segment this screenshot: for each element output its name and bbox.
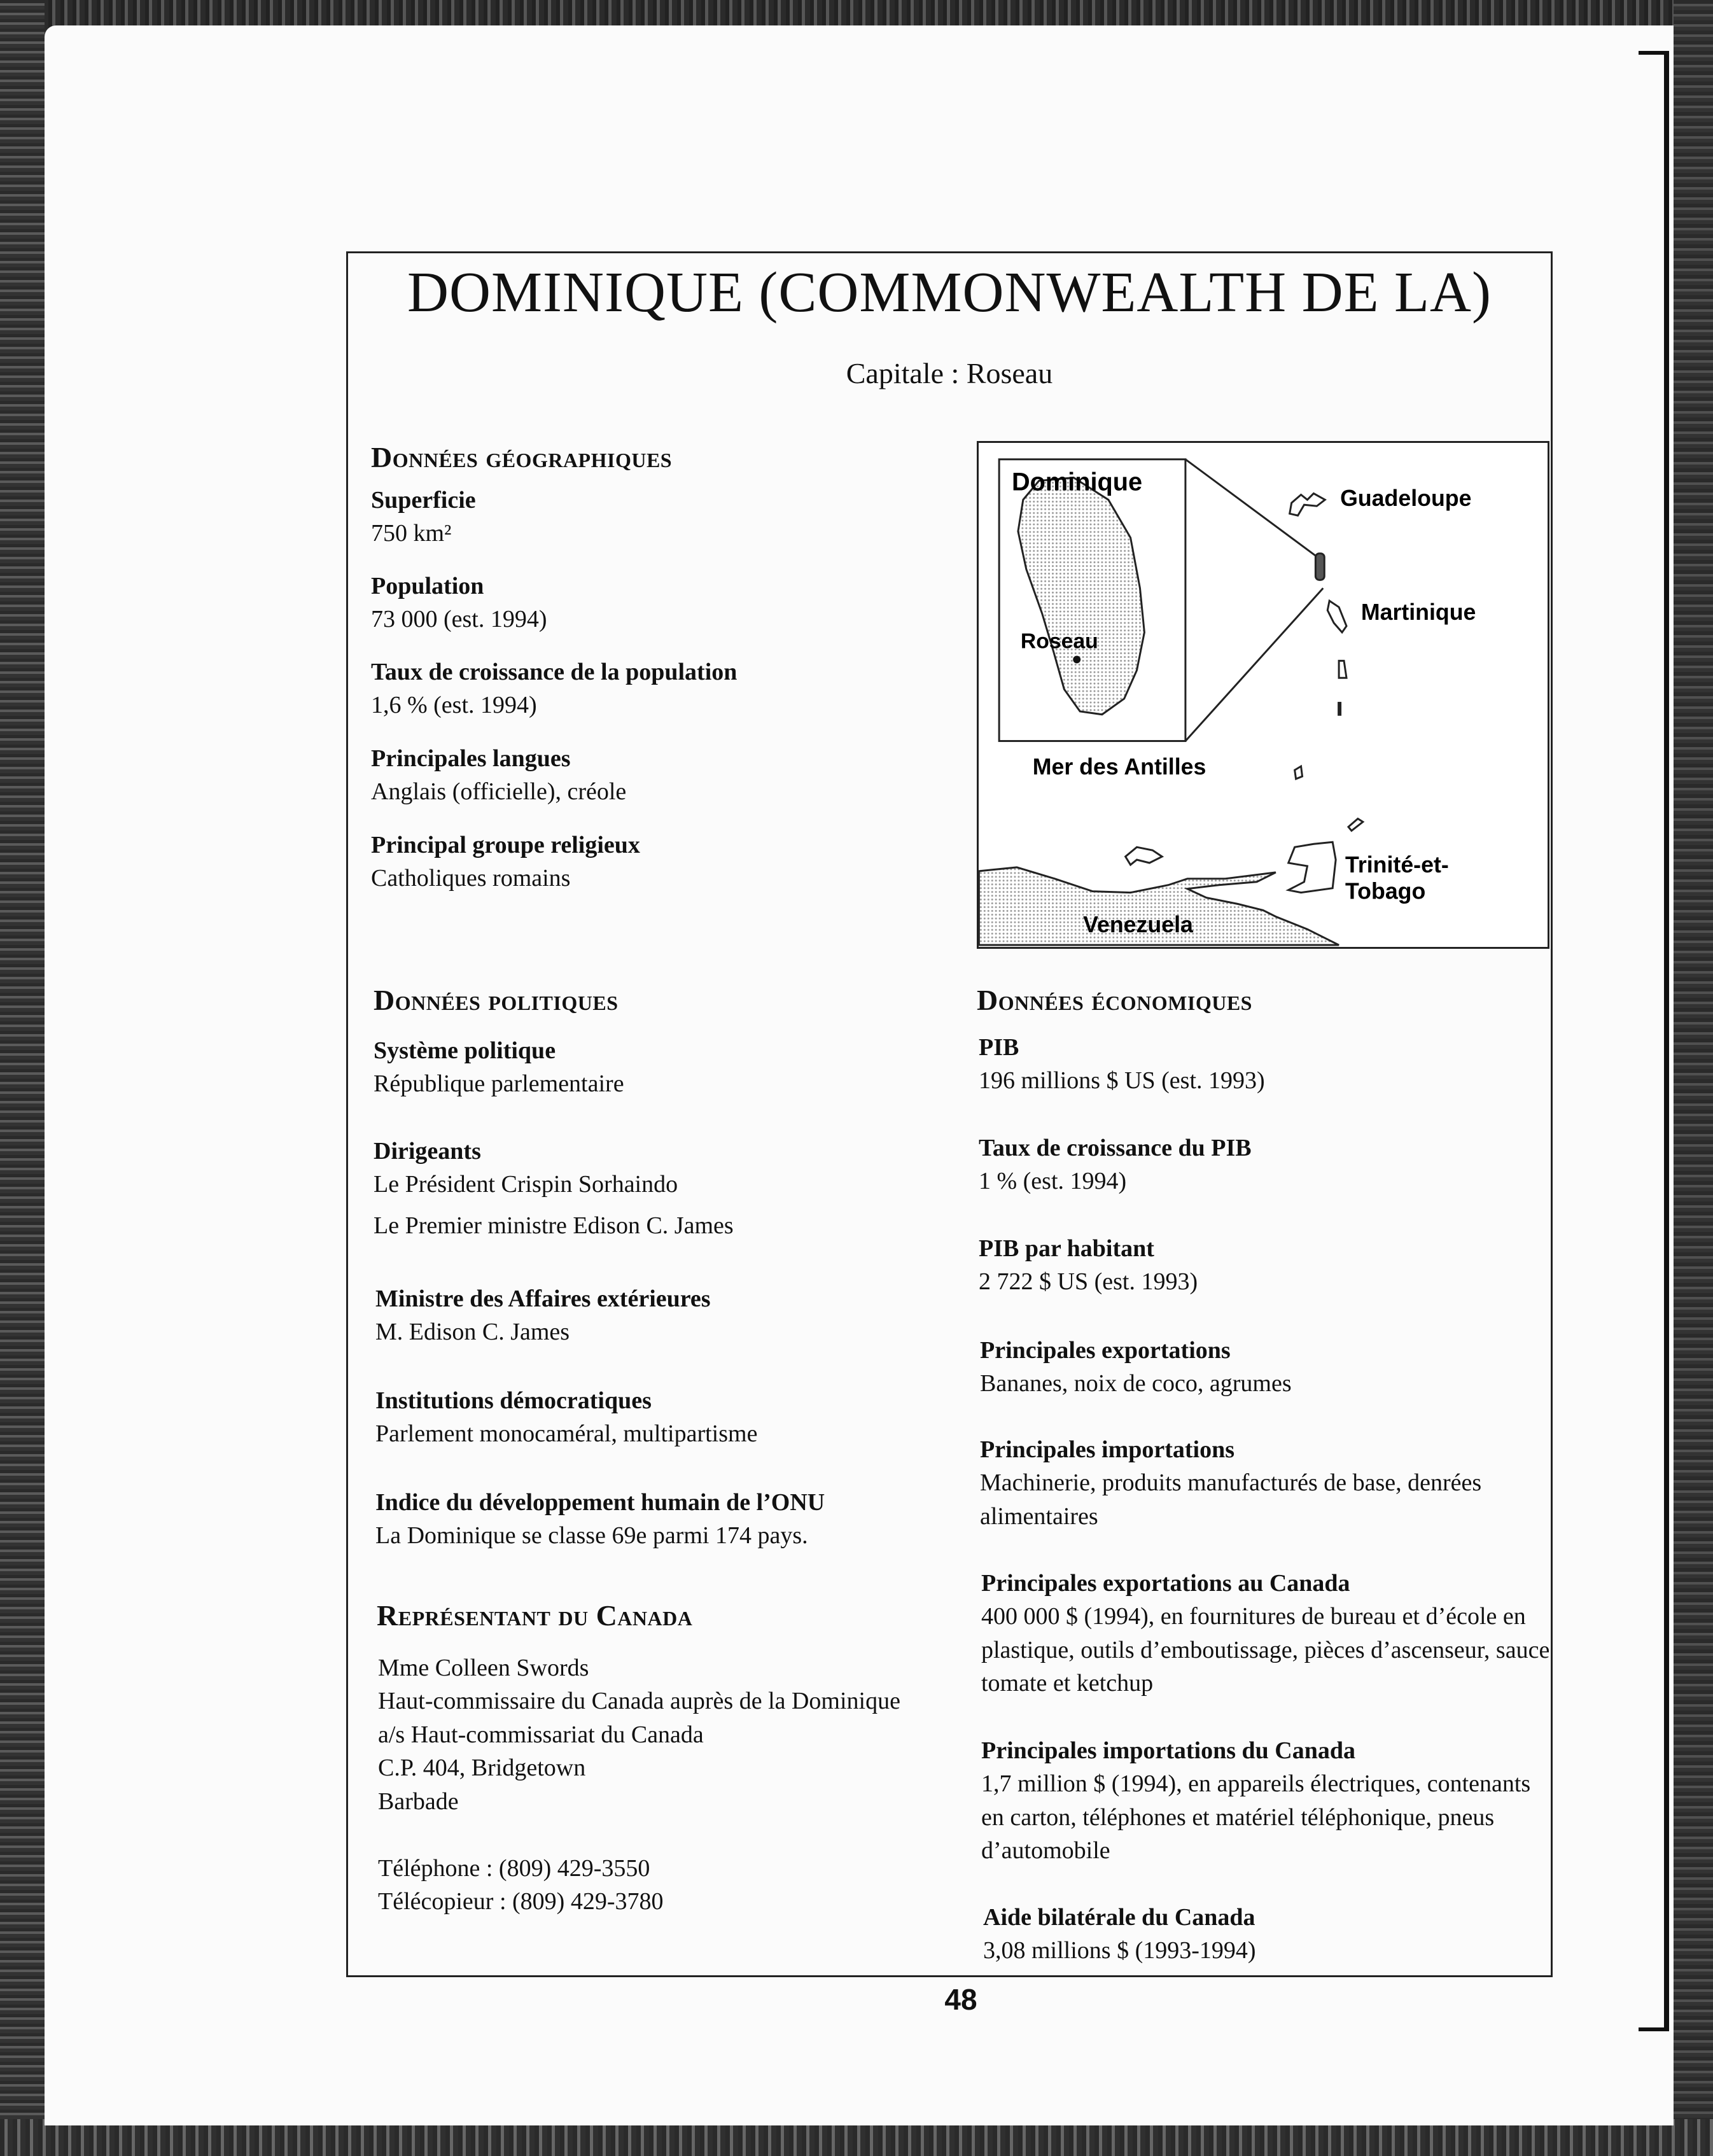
rep-address-block bbox=[378, 1651, 951, 1818]
politics-item-systeme bbox=[374, 1034, 895, 1101]
politics-item-ministre bbox=[375, 1282, 897, 1349]
scan-border-right bbox=[1674, 0, 1713, 2156]
economy-label: Principales exportations bbox=[980, 1337, 1231, 1364]
rep-line: Haut-commissaire du Canada auprès de la Dominique bbox=[378, 1688, 900, 1715]
economy-item-exportations bbox=[980, 1334, 1553, 1401]
dominique-small-island bbox=[1315, 554, 1324, 580]
politics-value: Le Premier ministre Edison C. James bbox=[374, 1212, 734, 1239]
roseau-dot bbox=[1073, 655, 1080, 663]
margarita-island bbox=[1126, 847, 1163, 865]
page-number: 48 bbox=[944, 1983, 977, 2016]
geo-value: 1,6 % (est. 1994) bbox=[371, 692, 537, 719]
geo-item-superficie bbox=[371, 484, 893, 550]
guadeloupe-island bbox=[1290, 493, 1325, 515]
rep-fax: Télécopieur : (809) 429-3780 bbox=[378, 1888, 664, 1915]
economy-item-pib-habitant bbox=[979, 1232, 1551, 1299]
map-label-dominique: Dominique bbox=[1011, 468, 1143, 496]
politics-label: Dirigeants bbox=[374, 1138, 481, 1165]
economy-label: Principales importations bbox=[980, 1436, 1235, 1463]
politics-label: Indice du développement humain de l’ONU bbox=[375, 1489, 825, 1516]
economy-item-aide bbox=[983, 1901, 1556, 1968]
economy-value: Bananes, noix de coco, agrumes bbox=[980, 1370, 1292, 1397]
economy-item-importations bbox=[980, 1433, 1553, 1533]
politics-value: La Dominique se classe 69e parmi 174 pays. bbox=[375, 1522, 808, 1550]
economy-label: Aide bilatérale du Canada bbox=[983, 1904, 1255, 1931]
map-label-venezuela: Venezuela bbox=[1083, 912, 1193, 938]
dominique-island bbox=[1018, 478, 1144, 715]
rep-line: Mme Colleen Swords bbox=[378, 1655, 589, 1681]
geo-value: Anglais (officielle), créole bbox=[371, 778, 627, 806]
politics-value: Le Président Crispin Sorhaindo bbox=[374, 1171, 678, 1198]
economy-heading: Données économiques bbox=[977, 984, 1252, 1016]
geo-label: Principal groupe religieux bbox=[371, 832, 640, 858]
economy-item-exportations-canada bbox=[981, 1567, 1554, 1700]
geo-item-religion bbox=[371, 829, 893, 895]
economy-item-pib bbox=[979, 1031, 1551, 1098]
economy-value: 2 722 $ US (est. 1993) bbox=[979, 1268, 1198, 1296]
map-label-roseau: Roseau bbox=[1020, 629, 1098, 654]
rep-line: a/s Haut-commissariat du Canada bbox=[378, 1721, 704, 1748]
connector-line-bottom bbox=[1185, 588, 1323, 741]
rep-line: Barbade bbox=[378, 1788, 459, 1815]
geo-value: 73 000 (est. 1994) bbox=[371, 606, 547, 633]
map-label-martinique: Martinique bbox=[1360, 599, 1476, 625]
map-label-trinite-1: Trinité-et- bbox=[1345, 851, 1449, 878]
politics-label: Institutions démocratiques bbox=[375, 1387, 652, 1414]
economy-item-importations-canada bbox=[981, 1734, 1554, 1868]
geo-label: Superficie bbox=[371, 487, 476, 514]
economy-label: Principales importations du Canada bbox=[981, 1737, 1356, 1764]
rep-heading: Représentant du Canada bbox=[377, 1599, 693, 1632]
map-label-sea: Mer des Antilles bbox=[1032, 754, 1206, 780]
economy-value: 3,08 millions $ (1993-1994) bbox=[983, 1937, 1256, 1964]
economy-value: 1,7 million $ (1994), en appareils électriques, contenants en carton, téléphones et matériel téléphonique, pneus d’automobile bbox=[981, 1770, 1531, 1865]
politics-item-institutions bbox=[375, 1384, 897, 1451]
politics-value: M. Edison C. James bbox=[375, 1319, 570, 1346]
map-drawing bbox=[979, 443, 1548, 947]
tobago-island bbox=[1348, 819, 1363, 831]
map-label-trinite-2: Tobago bbox=[1345, 878, 1426, 904]
trinidad-island bbox=[1289, 842, 1336, 892]
politics-heading: Données politiques bbox=[374, 984, 619, 1016]
politics-item-indice bbox=[375, 1486, 897, 1553]
martinique-island bbox=[1327, 601, 1346, 633]
geo-value: 750 km² bbox=[371, 520, 452, 547]
geo-value: Catholiques romains bbox=[371, 865, 571, 892]
economy-label: Taux de croissance du PIB bbox=[979, 1135, 1252, 1161]
politics-item-dirigeants bbox=[374, 1135, 895, 1242]
st-vincent-island bbox=[1338, 702, 1341, 716]
economy-label: PIB bbox=[979, 1034, 1019, 1061]
economy-label: Principales exportations au Canada bbox=[981, 1570, 1350, 1597]
economy-value: Machinerie, produits manufacturés de base, denrées alimentaires bbox=[980, 1469, 1482, 1530]
politics-label: Système politique bbox=[374, 1037, 556, 1064]
geo-item-croissance bbox=[371, 655, 893, 722]
economy-label: PIB par habitant bbox=[979, 1235, 1154, 1262]
geo-heading: Données géographiques bbox=[371, 441, 673, 473]
scan-border-left bbox=[0, 0, 45, 2156]
grenadines-island bbox=[1295, 766, 1303, 779]
rep-line: C.P. 404, Bridgetown bbox=[378, 1754, 586, 1782]
geo-item-population bbox=[371, 570, 893, 636]
page-edge-bracket bbox=[1639, 51, 1669, 2031]
economy-value: 196 millions $ US (est. 1993) bbox=[979, 1067, 1265, 1095]
geo-label: Taux de croissance de la population bbox=[371, 659, 738, 685]
st-lucia-island bbox=[1339, 661, 1346, 678]
map-label-guadeloupe: Guadeloupe bbox=[1340, 486, 1472, 512]
geo-label: Population bbox=[371, 573, 484, 599]
geo-item-langues bbox=[371, 742, 893, 809]
region-map bbox=[977, 441, 1549, 949]
politics-value: République parlementaire bbox=[374, 1070, 624, 1098]
capital-line: Capitale : Roseau bbox=[846, 357, 1053, 389]
politics-value: Parlement monocaméral, multipartisme bbox=[375, 1420, 758, 1448]
economy-value: 1 % (est. 1994) bbox=[979, 1168, 1127, 1195]
rep-contact-block bbox=[378, 1852, 951, 1919]
economy-value: 400 000 $ (1994), en fournitures de bureau et d’école en plastique, outils d’emboutissage, pièces d’ascenseur, sauce tomate et ketchup bbox=[981, 1603, 1550, 1697]
rep-telephone: Téléphone : (809) 429-3550 bbox=[378, 1855, 650, 1882]
geo-label: Principales langues bbox=[371, 745, 571, 772]
politics-label: Ministre des Affaires extérieures bbox=[375, 1285, 711, 1312]
economy-item-croissance bbox=[979, 1131, 1551, 1198]
page-title: DOMINIQUE (COMMONWEALTH DE LA) bbox=[407, 261, 1492, 324]
